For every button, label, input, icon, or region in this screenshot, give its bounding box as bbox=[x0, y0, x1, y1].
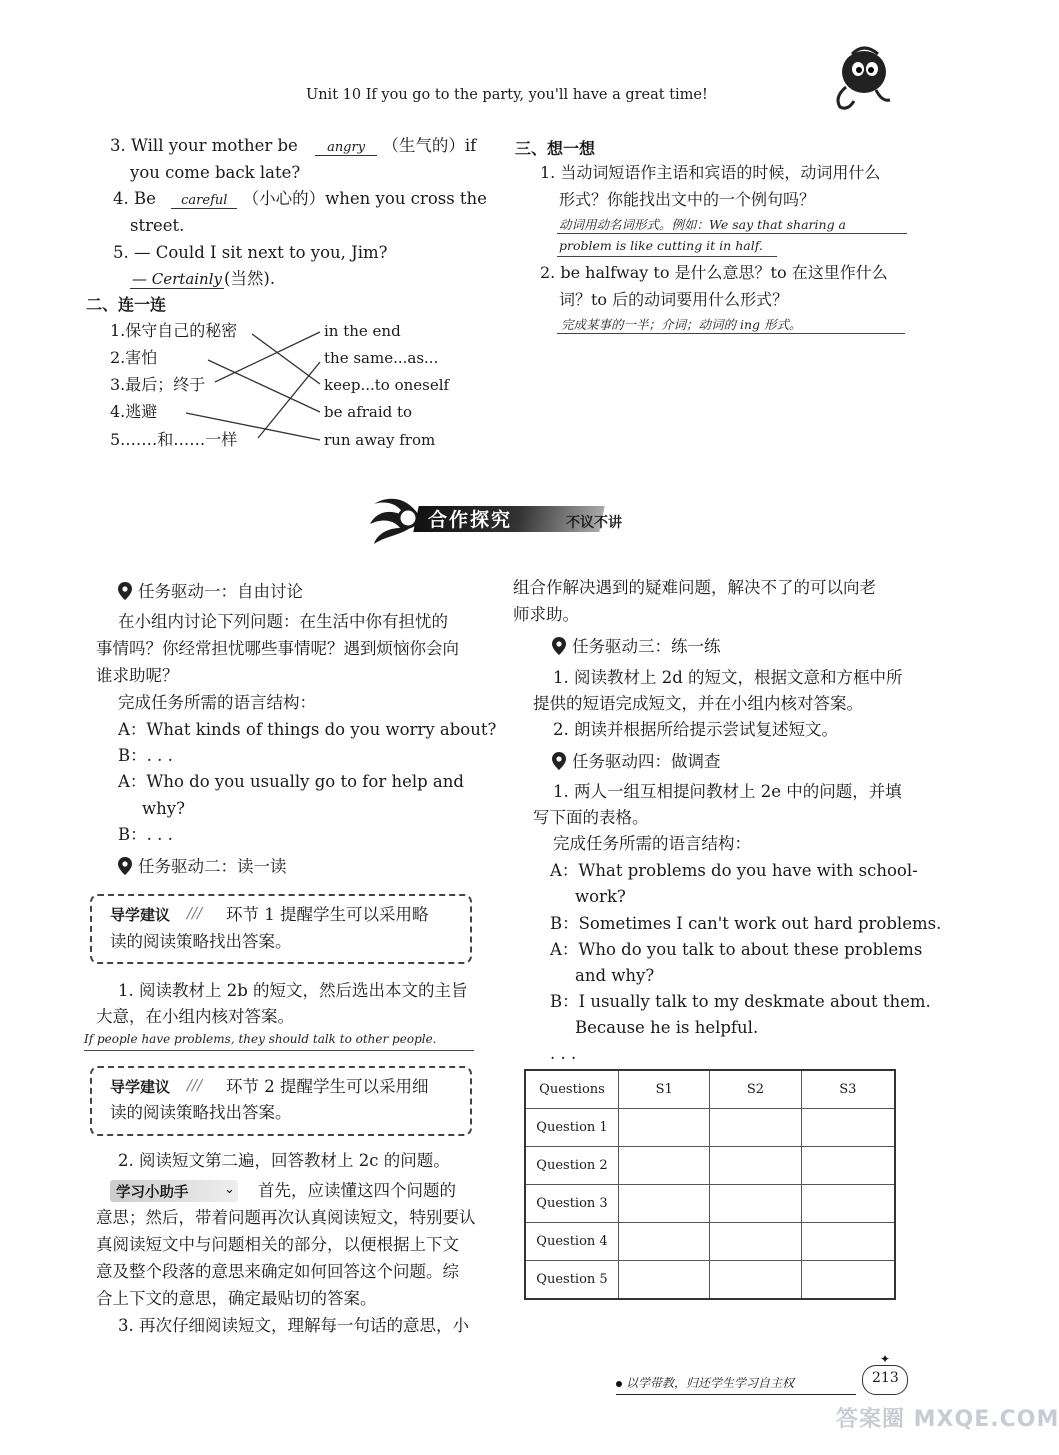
location-pin-icon bbox=[552, 752, 566, 770]
task4-dialog-6: B：I usually talk to my deskmate about them. bbox=[550, 992, 931, 1011]
task1-p2: 事情吗？你经常担忧哪些事情呢？遇到烦恼你会向 bbox=[96, 639, 459, 658]
table-row-label: Question 2 bbox=[525, 1147, 619, 1185]
mascot-icon bbox=[828, 42, 894, 112]
task1-title: 任务驱动一：自由讨论 bbox=[138, 582, 303, 601]
section-banner bbox=[360, 490, 650, 546]
table-header-cell: Questions bbox=[525, 1070, 619, 1109]
footer-motto: 以学带教，归还学生学习自主权 bbox=[626, 1376, 795, 1390]
task4-dialog-8: . . . bbox=[550, 1044, 577, 1063]
task1-p3: 谁求助呢？ bbox=[96, 666, 179, 685]
task2-step2: 2. 阅读短文第二遍，回答教材上 2c 的问题。 bbox=[118, 1151, 450, 1170]
table-cell-blank[interactable] bbox=[710, 1147, 801, 1185]
task2-step3: 3. 再次仔细阅读短文，理解每一句话的意思，小 bbox=[118, 1316, 469, 1335]
footer-line bbox=[616, 1394, 856, 1395]
task2-step1-line1: 1. 阅读教材上 2b 的短文，然后选出本文的主旨 bbox=[118, 981, 468, 1000]
item3-answer: angry bbox=[315, 140, 377, 156]
think-q2-line2: 词？to 后的动词要用什么形式？ bbox=[559, 290, 789, 309]
banner-title: 合作探究 bbox=[428, 509, 513, 531]
task3-title: 任务驱动三：练一练 bbox=[572, 637, 721, 656]
task4-dialog-2: work? bbox=[575, 887, 626, 906]
helper-line1: 首先，应读懂这四个问题的 bbox=[258, 1181, 456, 1200]
item5-answer: — Certainly bbox=[132, 270, 222, 288]
item3-text: 3. Will your mother be bbox=[110, 136, 298, 155]
task2-title: 任务驱动二：读一读 bbox=[138, 857, 287, 876]
tip2-line2: 读的阅读策略找出答案。 bbox=[110, 1103, 292, 1122]
table-row-label: Question 4 bbox=[525, 1223, 619, 1261]
match-right-4: be afraid to bbox=[324, 403, 413, 421]
think-q2-line1: 2. be halfway to 是什么意思？to 在这里作什么 bbox=[540, 263, 888, 282]
tip1-line2: 读的阅读策略找出答案。 bbox=[110, 932, 292, 951]
think-q1-line1: 1. 当动词短语作主语和宾语的时候，动词用什么 bbox=[540, 163, 881, 182]
table-header-row bbox=[525, 1070, 895, 1109]
task1-p4: 完成任务所需的语言结构： bbox=[118, 693, 316, 712]
footer-bullet bbox=[616, 1381, 622, 1387]
think-q1-line2: 形式？你能找出文中的一个例句吗？ bbox=[559, 190, 816, 209]
table-cell-blank[interactable] bbox=[619, 1147, 710, 1185]
table-cell-blank[interactable] bbox=[710, 1185, 801, 1223]
location-pin-icon bbox=[118, 582, 132, 600]
table-cell-blank[interactable] bbox=[710, 1109, 801, 1147]
location-pin-icon bbox=[118, 857, 132, 875]
table-cell-blank[interactable] bbox=[801, 1185, 895, 1223]
task1-p1: 在小组内讨论下列问题：在生活中你有担忧的 bbox=[118, 612, 448, 631]
table-cell-blank[interactable] bbox=[801, 1109, 895, 1147]
task4-p1-line2: 写下面的表格。 bbox=[533, 808, 649, 827]
item3-continuation: you come back late? bbox=[130, 163, 301, 182]
task4-dialog-5: and why? bbox=[575, 966, 655, 985]
table-cell-blank[interactable] bbox=[619, 1223, 710, 1261]
match-left-1: 1.保守自己的秘密 bbox=[110, 321, 238, 340]
tip2-label: 导学建议 bbox=[110, 1078, 171, 1096]
match-right-5: run away from bbox=[324, 431, 436, 449]
item4-answer: careful bbox=[171, 193, 237, 209]
table-row bbox=[525, 1223, 895, 1261]
helper-line2: 意思；然后，带着问题再次认真阅读短文，特别要认 bbox=[96, 1208, 476, 1227]
table-row-label: Question 5 bbox=[525, 1261, 619, 1300]
helper-line3: 真阅读短文中与问题相关的部分，以便根据上下文 bbox=[96, 1235, 459, 1254]
task4-dialog-3: B：Sometimes I can't work out hard problems. bbox=[550, 914, 942, 933]
task3-p2: 2. 朗读并根据所给提示尝试复述短文。 bbox=[553, 720, 838, 739]
table-header-cell: S2 bbox=[710, 1070, 801, 1109]
helper-line5: 合上下文的意思，确定最贴切的答案。 bbox=[96, 1289, 377, 1308]
unit-title: Unit 10 If you go to the party, you'll have a great time! bbox=[306, 87, 708, 103]
table-cell-blank[interactable] bbox=[801, 1261, 895, 1300]
banner-subtitle: 不议不讲 bbox=[566, 515, 622, 531]
helper-label: 学习小助手 bbox=[116, 1185, 189, 1201]
table-cell-blank[interactable] bbox=[801, 1147, 895, 1185]
think-a1-line2: problem is like cutting it in half. bbox=[559, 238, 763, 253]
table-cell-blank[interactable] bbox=[619, 1109, 710, 1147]
slash-decoration: /// bbox=[187, 904, 203, 922]
item5-question: 5. — Could I sit next to you, Jim? bbox=[113, 243, 388, 262]
tip2-line1: 环节 2 提醒学生可以采用细 bbox=[226, 1077, 429, 1096]
task4-title: 任务驱动四：做调查 bbox=[572, 752, 721, 771]
table-cell-blank[interactable] bbox=[801, 1223, 895, 1261]
task4-dialog-4: A：Who do you talk to about these problems bbox=[550, 940, 923, 959]
table-cell-blank[interactable] bbox=[619, 1261, 710, 1300]
answer-line bbox=[557, 256, 777, 257]
item5-hint: (当然). bbox=[224, 269, 276, 288]
task3-p1-line1: 1. 阅读教材上 2d 的短文，根据文意和方框中所 bbox=[553, 668, 903, 687]
match-left-4: 4.逃避 bbox=[110, 402, 158, 421]
matching-title: 二、连一连 bbox=[86, 295, 167, 314]
match-left-5: 5.……和……一样 bbox=[110, 430, 238, 449]
star-icon: ✦ bbox=[880, 1352, 891, 1366]
survey-table bbox=[524, 1069, 896, 1300]
think-title: 三、想一想 bbox=[515, 139, 596, 158]
match-right-2: the same...as... bbox=[324, 349, 439, 367]
item3-hint: （生气的）if bbox=[382, 136, 477, 155]
task1-dialog-3: A：Who do you usually go to for help and bbox=[118, 772, 464, 791]
task4-p2: 完成任务所需的语言结构： bbox=[553, 834, 751, 853]
table-row-label: Question 1 bbox=[525, 1109, 619, 1147]
match-left-2: 2.害怕 bbox=[110, 348, 158, 367]
table-row bbox=[525, 1185, 895, 1223]
table-row bbox=[525, 1261, 895, 1300]
table-row bbox=[525, 1147, 895, 1185]
think-a2: 完成某事的一半；介词；动词的 ing 形式。 bbox=[561, 317, 802, 332]
table-cell-blank[interactable] bbox=[710, 1261, 801, 1300]
tip1-line1: 环节 1 提醒学生可以采用略 bbox=[226, 905, 429, 924]
task3-p1-line2: 提供的短语完成短文，并在小组内核对答案。 bbox=[533, 694, 863, 713]
answer-line bbox=[84, 1050, 474, 1051]
tip1-label: 导学建议 bbox=[110, 906, 171, 924]
match-right-3: keep...to oneself bbox=[324, 376, 450, 394]
task1-dialog-5: B：. . . bbox=[118, 825, 173, 844]
item4-hint: （小心的）when you cross the bbox=[242, 189, 487, 208]
task2-step1-line2: 大意，在小组内核对答案。 bbox=[96, 1007, 294, 1026]
task2-step3-cont2: 师求助。 bbox=[513, 605, 579, 624]
location-pin-icon bbox=[552, 637, 566, 655]
table-cell-blank[interactable] bbox=[710, 1223, 801, 1261]
task4-dialog-7: Because he is helpful. bbox=[575, 1018, 759, 1037]
task4-p1-line1: 1. 两人一组互相提问教材上 2e 中的问题，并填 bbox=[553, 782, 902, 801]
answer-line bbox=[557, 333, 905, 334]
task4-dialog-1: A：What problems do you have with school- bbox=[550, 861, 918, 880]
task1-dialog-4: why? bbox=[142, 799, 185, 818]
match-right-1: in the end bbox=[324, 322, 401, 340]
item4-continuation: street. bbox=[130, 216, 185, 235]
page-number: 213 bbox=[872, 1370, 899, 1386]
task2-step3-cont1: 组合作解决遇到的疑难问题，解决不了的可以向老 bbox=[513, 578, 876, 597]
table-row-label: Question 3 bbox=[525, 1185, 619, 1223]
answer-line bbox=[557, 233, 907, 234]
slash-decoration: /// bbox=[187, 1076, 203, 1094]
table-header-cell: S3 bbox=[801, 1070, 895, 1109]
think-a1-line1: 动词用动名词形式。例如：We say that sharing a bbox=[559, 217, 846, 232]
watermark: 答案圈 MXQE.COM bbox=[836, 1407, 1059, 1432]
task1-dialog-1: A：What kinds of things do you worry about? bbox=[118, 720, 497, 739]
table-cell-blank[interactable] bbox=[619, 1185, 710, 1223]
chevron-down-icon: ⌄ bbox=[224, 1182, 235, 1197]
task1-dialog-2: B：. . . bbox=[118, 746, 173, 765]
table-header-cell: S1 bbox=[619, 1070, 710, 1109]
match-left-3: 3.最后；终于 bbox=[110, 375, 206, 394]
helper-line4: 意及整个段落的意思来确定如何回答这个问题。综 bbox=[96, 1262, 459, 1281]
table-row bbox=[525, 1109, 895, 1147]
task2-step1-answer: If people have problems, they should talk to other people. bbox=[84, 1032, 437, 1046]
item4-text: 4. Be bbox=[113, 189, 156, 208]
matching-lines bbox=[0, 0, 500, 460]
